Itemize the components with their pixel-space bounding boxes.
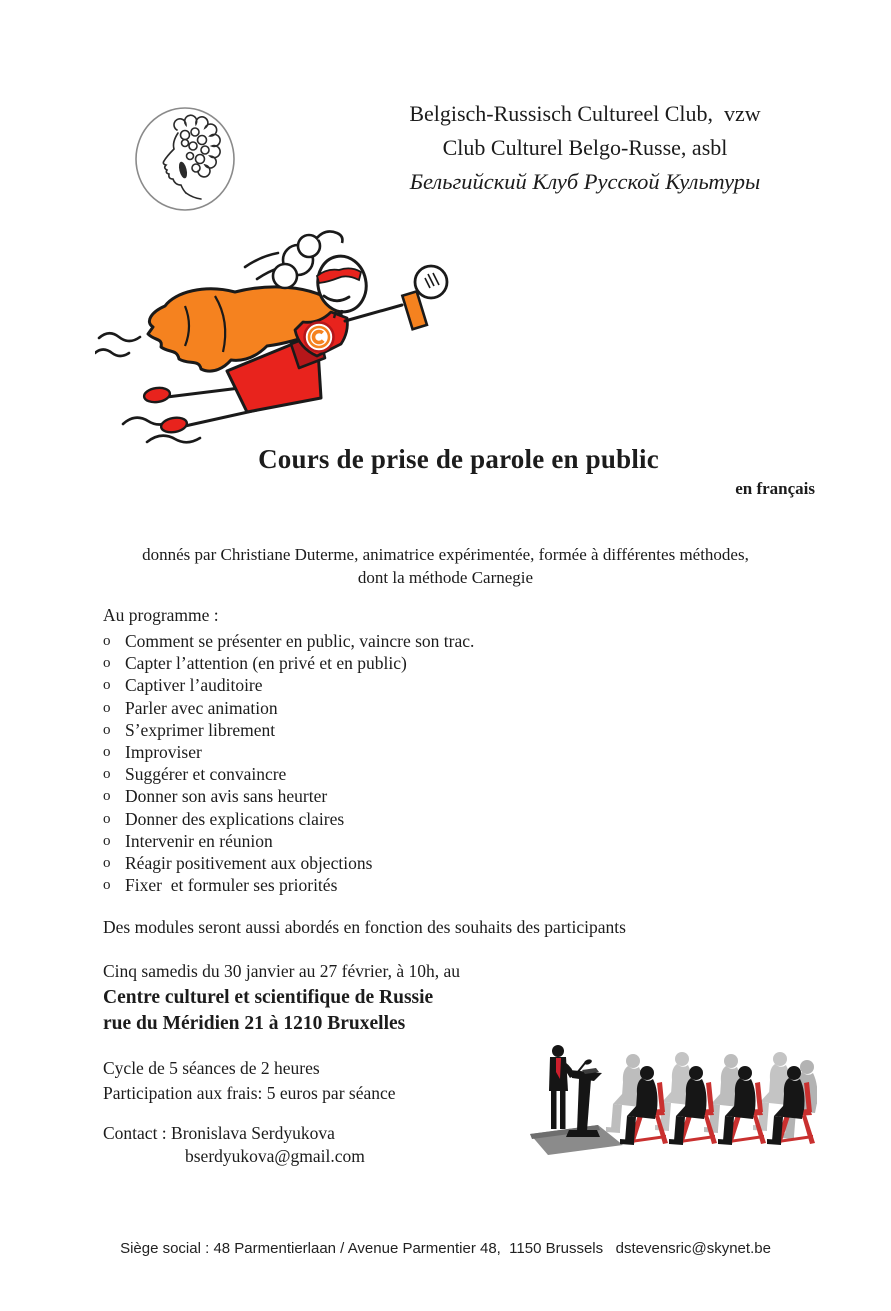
circle-bullet: o [103,788,111,805]
circle-bullet: o [103,655,111,672]
club-name-dutch: Belgisch-Russisch Cultureel Club, vzw [409,101,761,126]
circle-bullet: o [103,677,111,694]
venue-block [103,985,433,1037]
circle-bullet: o [103,766,111,783]
program-item: o Donner son avis sans heurter [103,786,328,807]
program-item: o Improviser [103,742,202,763]
program-item: o Suggérer et convaincre [103,764,287,785]
cycle-block [103,1056,396,1105]
contact-email: bserdyukova@gmail.com [185,1146,365,1166]
superhero-speaker-illustration [95,226,465,451]
cycle-line: Cycle de 5 séances de 2 heures [103,1058,320,1078]
club-logo-pushkin-icon [133,106,237,212]
circle-bullet: o [103,744,111,761]
program-item: o Fixer et formuler ses priorités [103,875,338,896]
circle-bullet: o [103,810,111,827]
intro-block [0,543,891,589]
footer-address: Siège social : 48 Parmentierlaan / Avenue Parmentier 48, 1150 Brussels dstevensric@skynet.be [120,1240,771,1257]
course-title: Cours de prise de parole en public [258,444,659,474]
program-item: o Comment se présenter en public, vaincre son trac. [103,631,475,651]
circle-bullet: o [103,877,111,894]
contact-name: Contact : Bronislava Serdyukova [103,1123,335,1143]
fee-line: Participation aux frais: 5 euros par séance [103,1082,396,1103]
program-item: o Parler avec animation [103,697,278,718]
modules-note: Des modules seront aussi abordés en fonction des souhaits des participants [103,917,626,937]
program-heading: Au programme : [103,605,219,625]
venue-name: Centre culturel et scientifique de Russie [103,987,434,1008]
program-item: o S’exprimer librement [103,719,276,740]
schedule-line: Cinq samedis du 30 janvier au 27 février, à 10h, au [103,961,460,981]
club-name-russian: Бельгийский Клуб Русской Культуры [409,169,761,194]
circle-bullet: o [103,699,111,716]
microphone-head [415,266,447,298]
circle-bullet: o [103,855,111,872]
circle-bullet: o [103,832,111,849]
circle-bullet: o [103,721,111,738]
circle-bullet: o [103,633,111,649]
program-item: o Intervenir en réunion [103,830,273,851]
program-item: o Donner des explications claires [103,808,345,829]
header-text-block [300,97,870,199]
club-name-french: Club Culturel Belgo-Russe, asbl [442,135,728,160]
language-note: en français [735,479,815,498]
speaker-silhouette [549,1045,574,1129]
venue-address: rue du Méridien 21 à 1210 Bruxelles [103,1013,406,1034]
intro-line2: dont la méthode Carnegie [357,568,534,587]
contact-block [103,1122,365,1168]
program-item: o Captiver l’auditoire [103,675,263,696]
program-list [103,630,474,896]
speaker-audience-illustration [522,1037,817,1157]
program-item: o Capter l’attention (en privé et en public) [103,653,407,674]
program-item: o Réagir positivement aux objections [103,853,373,874]
intro-line1: donnés par Christiane Duterme, animatrice expérimentée, formée à différentes méthodes, [142,545,749,564]
